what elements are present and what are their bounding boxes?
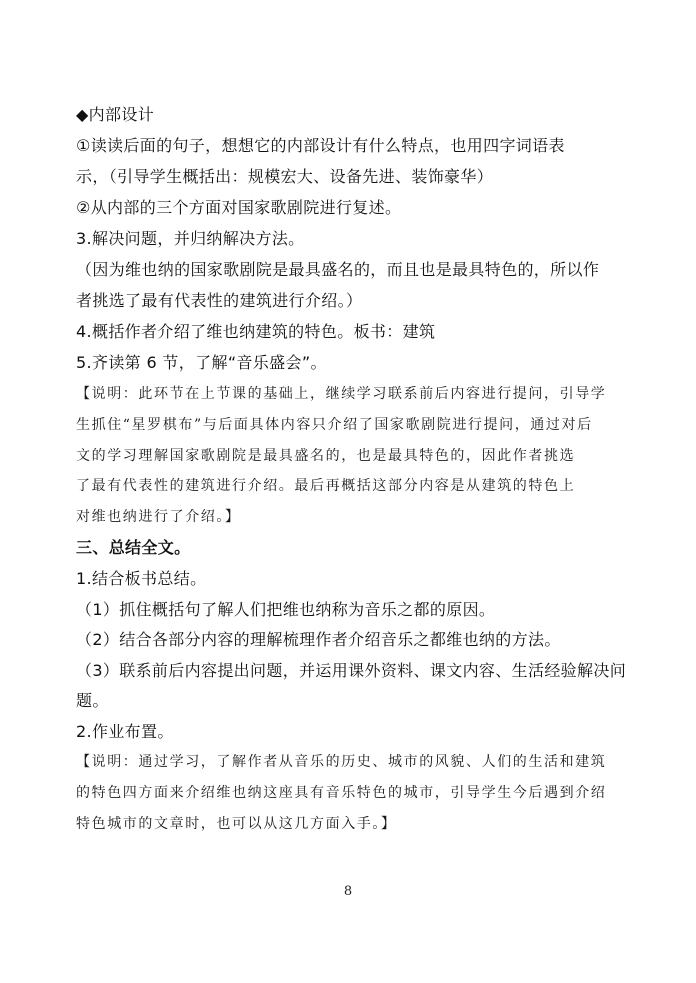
- explanation-note-line: 了最有代表性的建筑进行介绍。最后再概括这部分内容是从建筑的特色上: [76, 478, 576, 494]
- text-line: 示，（引导学生概括出：规模宏大、设备先进、装饰豪华）: [76, 167, 494, 186]
- subheading-interior-design: ◆内部设计: [76, 105, 155, 124]
- section-heading: 三、总结全文。: [76, 538, 191, 557]
- text-line: （1）抓住概括句了解人们把维也纳称为音乐之都的原因。: [76, 600, 496, 619]
- explanation-note-line: 对维也纳进行了介绍。】: [76, 509, 241, 525]
- text-line: 1.结合板书总结。: [76, 569, 207, 588]
- text-line: （因为维也纳的国家歌剧院是最具盛名的，而且也是最具特色的，所以作: [76, 260, 600, 279]
- explanation-note-line: 生抓住“星罗棋布”与后面具体内容只介绍了国家歌剧院进行提问，通过对后: [76, 417, 593, 433]
- text-line: ②从内部的三个方面对国家歌剧院进行复述。: [76, 198, 402, 217]
- text-line: 3.解决问题，并归纳解决方法。: [76, 229, 305, 248]
- explanation-note-line: 【说明：通过学习，了解作者从音乐的历史、城市的风貌、人们的生活和建筑: [76, 754, 607, 770]
- explanation-note-line: 文的学习理解国家歌剧院是最具盛名的，也是最具特色的，因此作者挑选: [76, 448, 576, 464]
- text-line: 5.齐读第 6 节，了解“音乐盛会”。: [76, 353, 327, 372]
- explanation-note-line: 的特色四方面来介绍维也纳这座具有音乐特色的城市，引导学生今后遇到介绍: [76, 785, 607, 801]
- text-line: 者挑选了最有代表性的建筑进行介绍。）: [76, 291, 363, 310]
- explanation-note-line: 特色城市的文章时，也可以从这几方面入手。】: [76, 816, 397, 832]
- text-line: ①读读后面的句子，想想它的内部设计有什么特点，也用四字词语表: [76, 136, 565, 155]
- text-line: 4.概括作者介绍了维也纳建筑的特色。板书：建筑: [76, 322, 436, 341]
- text-line: 2.作业布置。: [76, 722, 174, 741]
- text-line: 题。: [76, 691, 109, 710]
- explanation-note-line: 【说明：此环节在上节课的基础上，继续学习联系前后内容进行提问，引导学: [76, 386, 607, 402]
- page-number: 8: [343, 884, 353, 899]
- text-line: （2）结合各部分内容的理解梳理作者介绍音乐之都维也纳的方法。: [76, 630, 561, 649]
- text-line: （3）联系前后内容提出问题，并运用课外资料、课文内容、生活经验解决问: [76, 661, 627, 680]
